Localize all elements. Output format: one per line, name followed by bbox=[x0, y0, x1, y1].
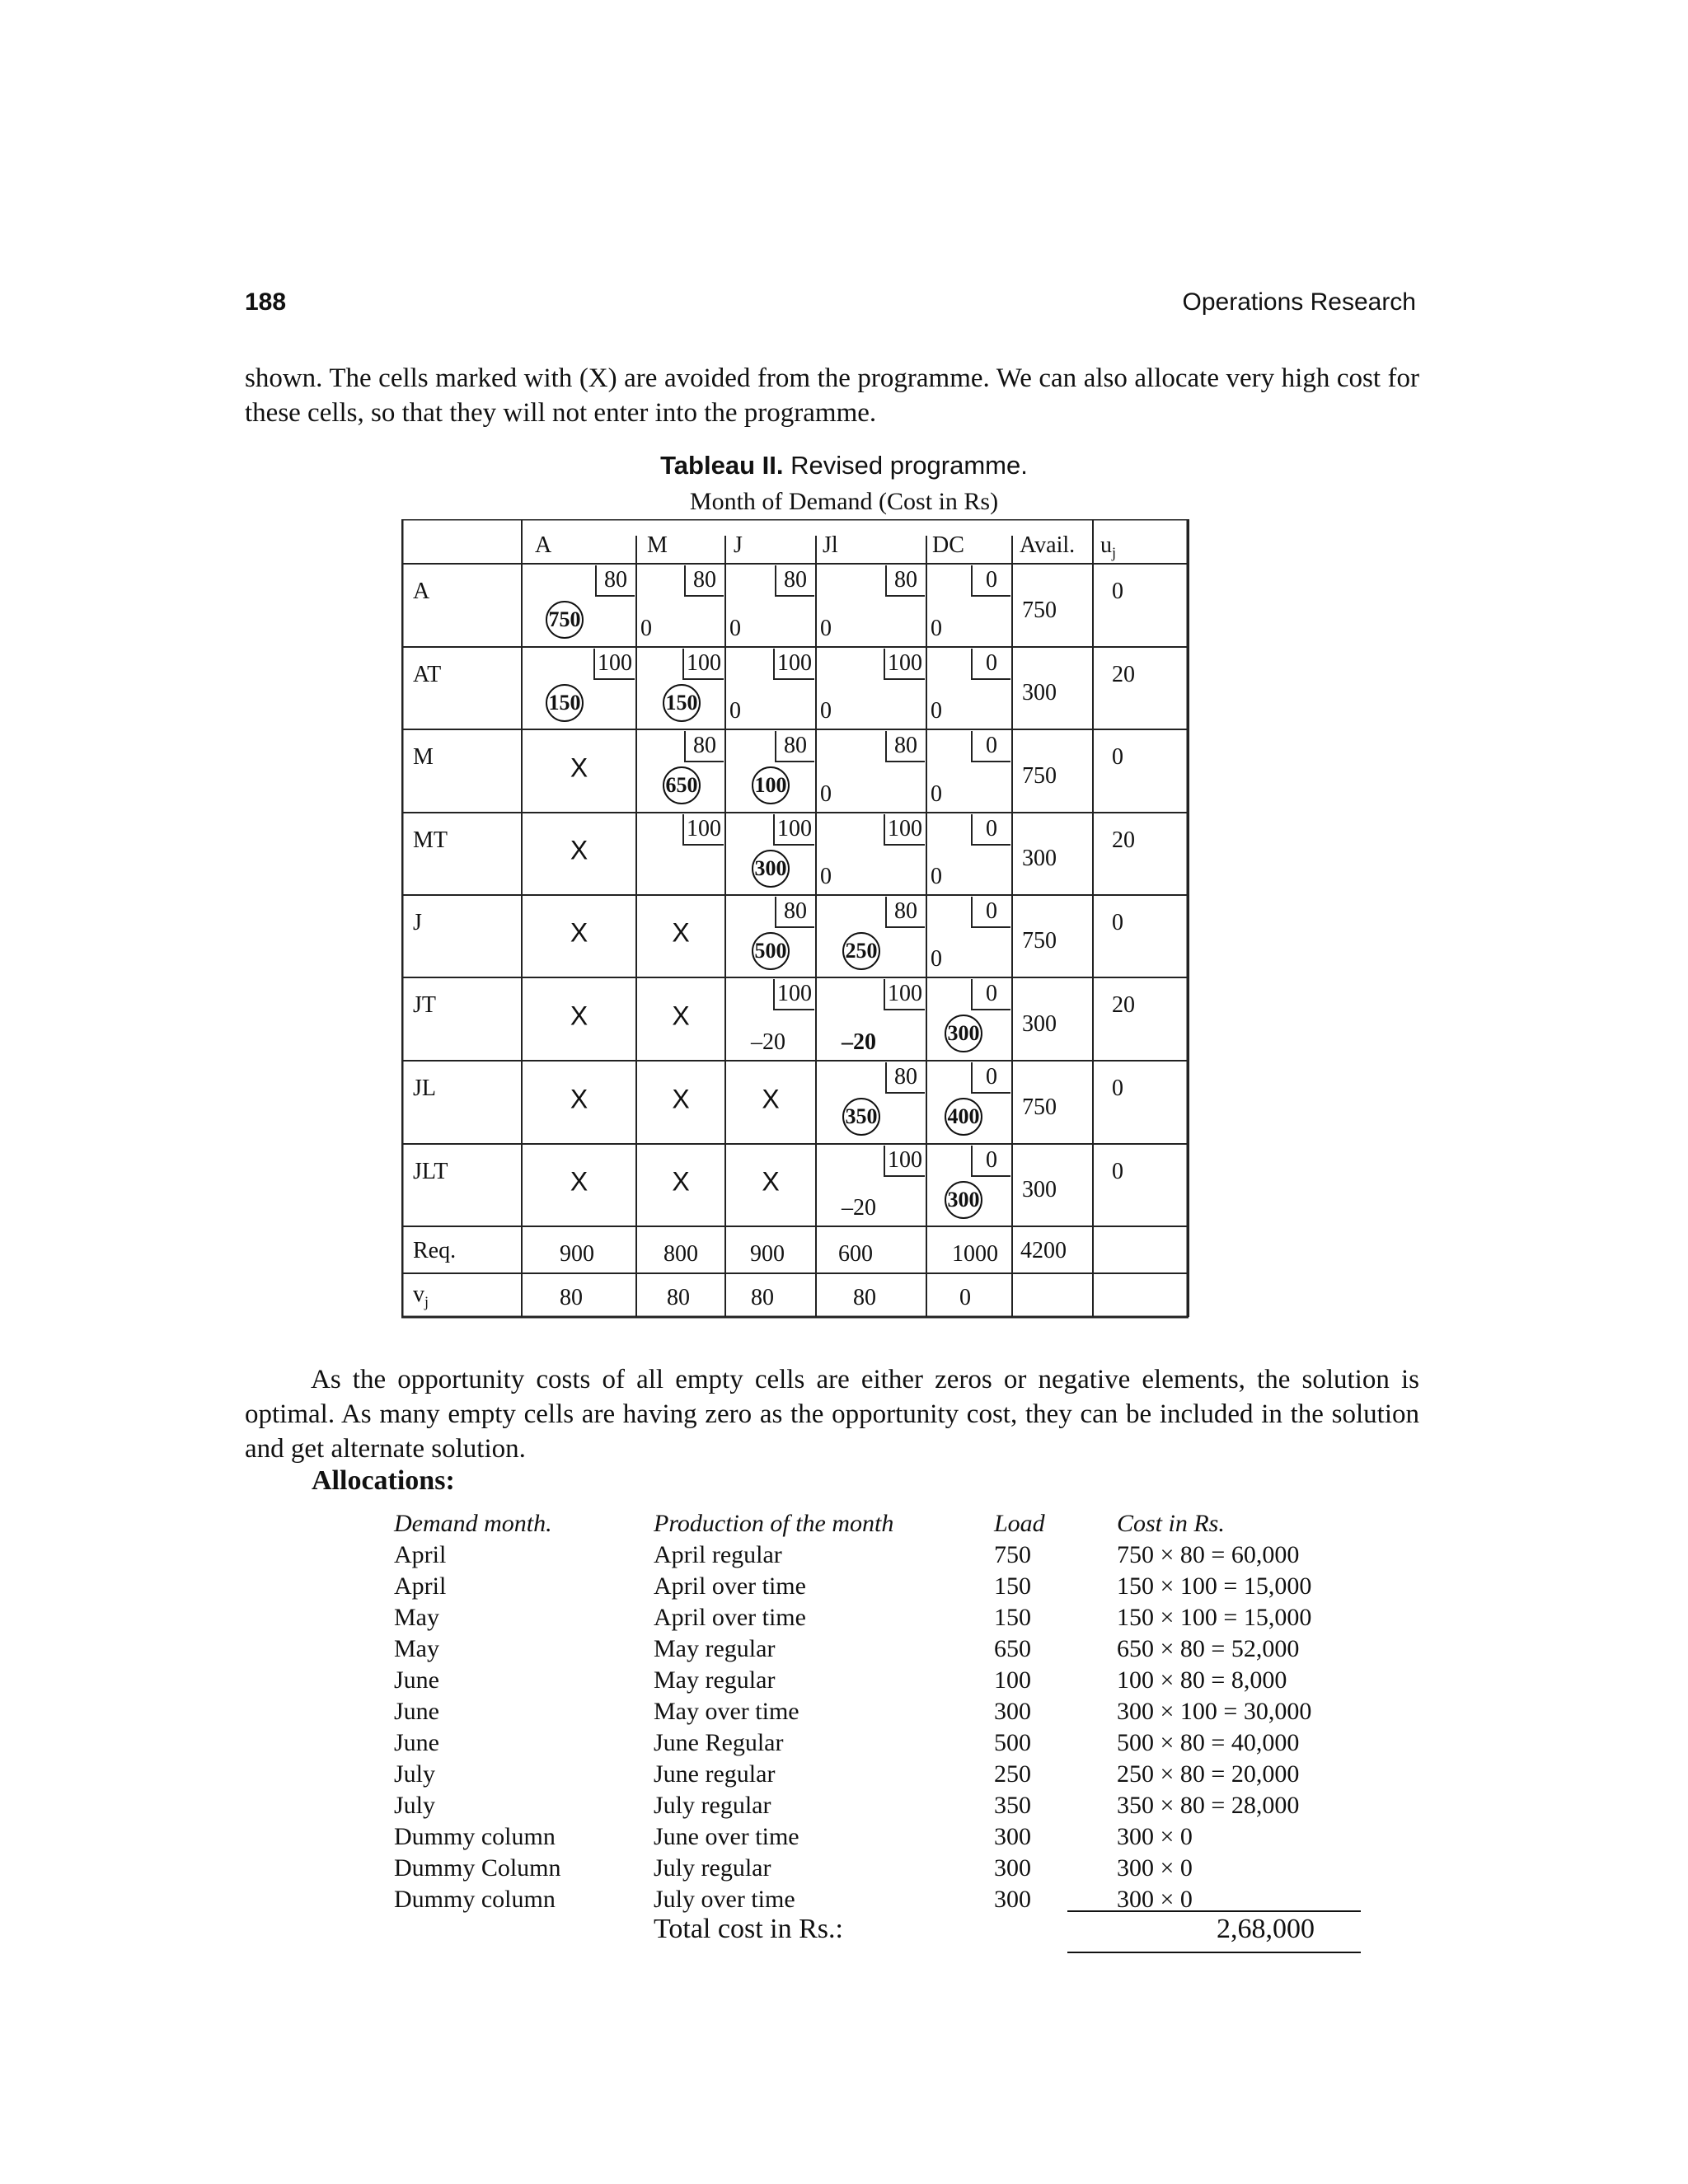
cost-box: 80 bbox=[775, 731, 814, 762]
cost-box: 80 bbox=[595, 565, 635, 597]
cost-box: 100 bbox=[884, 1146, 925, 1177]
demand-month: April bbox=[394, 1541, 447, 1568]
allocation-header-cell: Load bbox=[994, 1510, 1045, 1537]
cost-box: 80 bbox=[684, 565, 724, 597]
production-month: April regular bbox=[654, 1541, 782, 1568]
cost: 500 × 80 = 40,000 bbox=[1117, 1729, 1300, 1756]
avail-value: 750 bbox=[1022, 762, 1057, 789]
row-label: JT bbox=[413, 992, 436, 1018]
v-value: 80 bbox=[667, 1285, 690, 1310]
avail-value: 750 bbox=[1022, 928, 1057, 954]
cost: 300 × 0 bbox=[1117, 1886, 1193, 1913]
allocation-circle: 300 bbox=[752, 850, 790, 888]
cost-box: 100 bbox=[884, 979, 925, 1010]
row-label: M bbox=[413, 744, 434, 770]
column-header: Jl bbox=[823, 532, 838, 558]
allocation-circle: 350 bbox=[842, 1098, 880, 1136]
req-total: 4200 bbox=[1020, 1238, 1067, 1263]
cost-box: 0 bbox=[971, 897, 1010, 928]
allocation-header-cell: Cost in Rs. bbox=[1117, 1510, 1225, 1537]
req-value: 600 bbox=[838, 1241, 873, 1267]
cost-box: 0 bbox=[971, 979, 1010, 1010]
cost: 300 × 0 bbox=[1117, 1823, 1193, 1850]
cost-box: 100 bbox=[884, 814, 925, 846]
load: 300 bbox=[994, 1698, 1031, 1725]
opportunity-cost: 0 bbox=[729, 616, 741, 641]
total-value: 2,68,000 bbox=[1217, 1914, 1315, 1944]
opportunity-cost: 0 bbox=[640, 616, 652, 641]
production-month: May regular bbox=[654, 1666, 776, 1694]
allocation-circle: 300 bbox=[945, 1015, 982, 1052]
demand-month: May bbox=[394, 1604, 439, 1631]
blocked-cell-marker: X bbox=[570, 752, 588, 782]
row-label: MT bbox=[413, 827, 448, 853]
avail-value: 300 bbox=[1022, 846, 1057, 871]
row-label: JLT bbox=[413, 1159, 448, 1184]
allocation-circle: 250 bbox=[842, 932, 880, 970]
v-value: 0 bbox=[959, 1285, 971, 1310]
demand-month: May bbox=[394, 1635, 439, 1662]
opportunity-cost: 0 bbox=[820, 698, 832, 724]
demand-month: April bbox=[394, 1572, 447, 1600]
production-month: July regular bbox=[654, 1792, 771, 1819]
u-value: 0 bbox=[1112, 1159, 1123, 1184]
cost: 750 × 80 = 60,000 bbox=[1117, 1541, 1300, 1568]
u-value: 20 bbox=[1112, 827, 1135, 853]
load: 150 bbox=[994, 1604, 1031, 1631]
demand-month: July bbox=[394, 1760, 436, 1788]
load: 750 bbox=[994, 1541, 1031, 1568]
req-value: 800 bbox=[663, 1241, 698, 1267]
opportunity-cost: 0 bbox=[820, 616, 832, 641]
demand-month: July bbox=[394, 1792, 436, 1819]
blocked-cell-marker: X bbox=[672, 1166, 690, 1197]
row-label: J bbox=[413, 910, 422, 935]
avail-value: 300 bbox=[1022, 680, 1057, 705]
cost: 250 × 80 = 20,000 bbox=[1117, 1760, 1300, 1788]
blocked-cell-marker: X bbox=[762, 1166, 780, 1197]
cost-box: 80 bbox=[885, 731, 925, 762]
cost-box: 80 bbox=[885, 565, 925, 597]
allocation-circle: 150 bbox=[546, 684, 584, 722]
u-value: 0 bbox=[1112, 744, 1123, 770]
blocked-cell-marker: X bbox=[570, 1084, 588, 1113]
cost: 150 × 100 = 15,000 bbox=[1117, 1572, 1312, 1600]
row-label: JL bbox=[413, 1076, 436, 1101]
load: 300 bbox=[994, 1823, 1031, 1850]
production-month: June over time bbox=[654, 1823, 799, 1850]
opportunity-cost: 0 bbox=[931, 616, 942, 641]
avail-value: 750 bbox=[1022, 1094, 1057, 1120]
cost-box: 100 bbox=[773, 979, 814, 1010]
total-label: Total cost in Rs.: bbox=[654, 1914, 843, 1944]
cost-box: 0 bbox=[971, 565, 1010, 597]
column-header: Avail. bbox=[1020, 532, 1076, 558]
cost-box: 0 bbox=[971, 649, 1010, 680]
load: 150 bbox=[994, 1572, 1031, 1600]
req-value: 900 bbox=[750, 1241, 785, 1267]
cost: 650 × 80 = 52,000 bbox=[1117, 1635, 1300, 1662]
v-label: $v_j$ bbox=[413, 1282, 429, 1310]
load: 500 bbox=[994, 1729, 1031, 1756]
demand-month: June bbox=[394, 1729, 439, 1756]
cost: 300 × 100 = 30,000 bbox=[1117, 1698, 1312, 1725]
load: 300 bbox=[994, 1886, 1031, 1913]
production-month: April over time bbox=[654, 1604, 806, 1631]
u-value: 20 bbox=[1112, 662, 1135, 687]
tableau-caption bbox=[0, 451, 1688, 480]
v-value: 80 bbox=[560, 1285, 583, 1310]
column-header: J bbox=[734, 532, 743, 558]
cost-box: 100 bbox=[682, 649, 724, 680]
u-value: 20 bbox=[1112, 992, 1135, 1018]
req-label: Req. bbox=[413, 1238, 457, 1263]
column-header: M bbox=[647, 532, 668, 558]
allocation-circle: 300 bbox=[945, 1181, 982, 1219]
demand-month: Dummy column bbox=[394, 1823, 556, 1850]
opportunity-cost: 0 bbox=[931, 864, 942, 889]
running-title: Operations Research bbox=[1182, 288, 1416, 316]
cost-box: 80 bbox=[885, 1062, 925, 1094]
production-month: May regular bbox=[654, 1635, 776, 1662]
demand-month: June bbox=[394, 1698, 439, 1725]
allocation-circle: 500 bbox=[752, 932, 790, 970]
allocation-header-cell: Production of the month bbox=[654, 1510, 894, 1537]
cost-box: 0 bbox=[971, 731, 1010, 762]
row-label: AT bbox=[413, 662, 442, 687]
cost-box: 100 bbox=[773, 649, 814, 680]
avail-value: 300 bbox=[1022, 1177, 1057, 1202]
cost: 100 × 80 = 8,000 bbox=[1117, 1666, 1287, 1694]
opportunity-cost: –20 bbox=[842, 1195, 876, 1221]
demand-month: June bbox=[394, 1666, 439, 1694]
demand-month: Dummy Column bbox=[394, 1854, 561, 1882]
u-value: 0 bbox=[1112, 910, 1123, 935]
cost-box: 80 bbox=[775, 897, 814, 928]
opportunity-cost: –20 bbox=[751, 1029, 785, 1055]
total-rule-bottom bbox=[1067, 1952, 1361, 1953]
opportunity-cost: 0 bbox=[931, 781, 942, 807]
production-month: July over time bbox=[654, 1886, 795, 1913]
cost-box: 100 bbox=[593, 649, 635, 680]
allocation-circle: 100 bbox=[752, 766, 790, 804]
opportunity-cost: 0 bbox=[931, 698, 942, 724]
page-number: 188 bbox=[245, 288, 287, 316]
allocation-circle: 150 bbox=[663, 684, 701, 722]
production-month: May over time bbox=[654, 1698, 799, 1725]
allocation-circle: 650 bbox=[663, 766, 701, 804]
blocked-cell-marker: X bbox=[570, 1001, 588, 1030]
row-label: A bbox=[413, 579, 430, 604]
blocked-cell-marker: X bbox=[672, 1084, 690, 1113]
load: 100 bbox=[994, 1666, 1031, 1694]
caption-text: Revised programme. bbox=[790, 451, 1028, 480]
load: 350 bbox=[994, 1792, 1031, 1819]
cost-box: 80 bbox=[684, 731, 724, 762]
cost: 150 × 100 = 15,000 bbox=[1117, 1604, 1312, 1631]
req-value: 1000 bbox=[952, 1241, 998, 1267]
u-subscript: j bbox=[1112, 544, 1117, 561]
blocked-cell-marker: X bbox=[570, 917, 588, 948]
cost-box: 80 bbox=[775, 565, 814, 597]
conclusion-paragraph: As the opportunity costs of all empty cells are either zeros or negative elements, the solution is optimal. As many empty cells are having zero as the opportunity cost, they can be included in the solution and get alternate solution. bbox=[245, 1365, 1419, 1464]
blocked-cell-marker: X bbox=[570, 835, 588, 865]
blocked-cell-marker: X bbox=[762, 1084, 780, 1113]
v-value: 80 bbox=[853, 1285, 876, 1310]
opportunity-cost: 0 bbox=[820, 864, 832, 889]
cost: 300 × 0 bbox=[1117, 1854, 1193, 1882]
column-header: DC bbox=[932, 532, 964, 558]
cost-box: 80 bbox=[885, 897, 925, 928]
blocked-cell-marker: X bbox=[672, 1001, 690, 1030]
cost: 350 × 80 = 28,000 bbox=[1117, 1792, 1300, 1819]
allocation-header-cell: Demand month. bbox=[394, 1510, 552, 1537]
blocked-cell-marker: X bbox=[672, 917, 690, 948]
opportunity-cost: –20 bbox=[842, 1029, 876, 1055]
v-value: 80 bbox=[751, 1285, 774, 1310]
u-value: 0 bbox=[1112, 579, 1123, 604]
column-header: A bbox=[535, 532, 552, 558]
opportunity-cost: 0 bbox=[931, 946, 942, 972]
u-value: 0 bbox=[1112, 1076, 1123, 1101]
v-subscript: j bbox=[424, 1293, 429, 1310]
avail-value: 300 bbox=[1022, 1010, 1057, 1037]
column-header: $u_j$ bbox=[1100, 532, 1117, 561]
allocation-circle: 750 bbox=[546, 601, 584, 639]
opportunity-cost: 0 bbox=[729, 698, 741, 724]
cost-box: 0 bbox=[971, 814, 1010, 846]
cost-box: 100 bbox=[773, 814, 814, 846]
production-month: June regular bbox=[654, 1760, 776, 1788]
demand-month: Dummy column bbox=[394, 1886, 556, 1913]
allocation-circle: 400 bbox=[945, 1098, 982, 1136]
production-month: July regular bbox=[654, 1854, 771, 1882]
cost-box: 100 bbox=[884, 649, 925, 680]
intro-paragraph: shown. The cells marked with (X) are avoided from the programme. We can also allocate very high cost for these cells, so that they will not enter into the programme. bbox=[245, 363, 1419, 428]
load: 250 bbox=[994, 1760, 1031, 1788]
blocked-cell-marker: X bbox=[570, 1166, 588, 1197]
cost-box: 0 bbox=[971, 1062, 1010, 1094]
allocations-heading: Allocations: bbox=[312, 1465, 455, 1496]
opportunity-cost: 0 bbox=[820, 781, 832, 807]
total-rule-top bbox=[1067, 1910, 1361, 1912]
avail-value: 750 bbox=[1022, 597, 1057, 623]
load: 300 bbox=[994, 1854, 1031, 1882]
cost-box: 100 bbox=[682, 814, 724, 846]
req-value: 900 bbox=[560, 1241, 594, 1267]
transportation-tableau bbox=[401, 519, 1189, 1343]
caption-label: Tableau II. bbox=[660, 451, 784, 480]
tableau-subcaption: Month of Demand (Cost in Rs) bbox=[689, 488, 999, 515]
tableau-grid bbox=[401, 519, 1189, 1343]
load: 650 bbox=[994, 1635, 1031, 1662]
cost-box: 0 bbox=[971, 1146, 1010, 1177]
production-month: June Regular bbox=[654, 1729, 784, 1756]
production-month: April over time bbox=[654, 1572, 806, 1600]
